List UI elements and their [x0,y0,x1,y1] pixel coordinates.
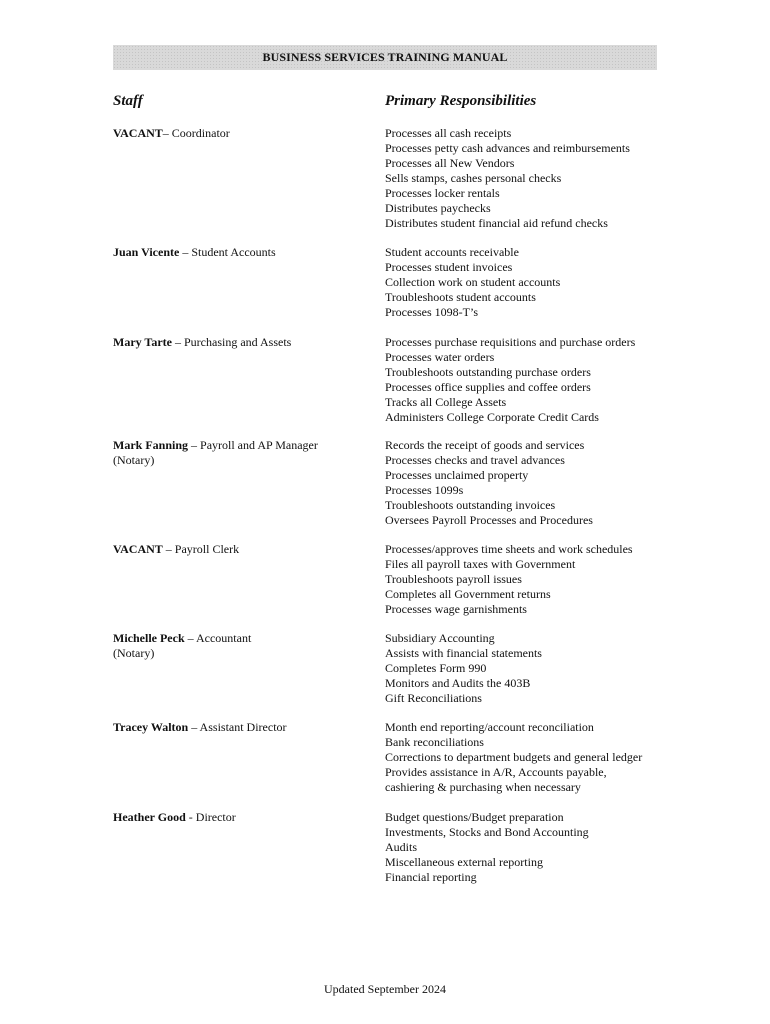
staff-member [113,720,373,735]
responsibility-item: Bank reconciliations [385,735,484,749]
responsibility-list [385,126,675,231]
staff-member [113,126,373,141]
responsibility-item: Processes checks and travel advances [385,453,565,467]
staff-role: – Purchasing and Assets [172,335,292,349]
responsibility-item: Tracks all College Assets [385,395,507,409]
staff-member [113,245,373,260]
responsibility-list [385,438,675,528]
staff-member [113,810,373,825]
responsibility-item: Distributes paychecks [385,201,491,215]
staff-member [113,438,373,468]
responsibility-item: Processes all cash receipts [385,126,512,140]
responsibility-item: Records the receipt of goods and services [385,438,585,452]
staff-member [113,542,373,557]
responsibility-item: Oversees Payroll Processes and Procedures [385,513,593,527]
responsibility-item: Processes student invoices [385,260,513,274]
staff-name: VACANT [113,542,163,556]
responsibility-item: Processes water orders [385,350,495,364]
responsibility-item: Processes all New Vendors [385,156,515,170]
responsibility-list [385,720,675,795]
staff-role: – Student Accounts [179,245,276,259]
staff-note: (Notary) [113,646,155,660]
staff-heading: Staff [113,93,143,109]
responsibility-list [385,542,675,617]
responsibility-item: Corrections to department budgets and general ledger [385,750,643,764]
responsibility-item: Distributes student financial aid refund checks [385,216,608,230]
responsibility-item: Processes 1098-T’s [385,305,478,319]
responsibility-item: Troubleshoots student accounts [385,290,536,304]
responsibility-item: Audits [385,840,418,854]
responsibility-item: Month end reporting/account reconciliation [385,720,594,734]
staff-role: – Accountant [184,631,252,645]
responsibility-item: Collection work on student accounts [385,275,561,289]
responsibility-item: Completes all Government returns [385,587,551,601]
staff-member [113,335,373,350]
responsibility-item: Miscellaneous external reporting [385,855,543,869]
staff-name: Heather Good [113,810,186,824]
responsibility-item: Budget questions/Budget preparation [385,810,564,824]
staff-name: Juan Vicente [113,245,180,259]
responsibilities-heading: Primary Responsibilities [385,93,537,109]
responsibility-item: Processes/approves time sheets and work schedules [385,542,633,556]
responsibility-item: Troubleshoots outstanding purchase orders [385,365,591,379]
responsibility-item: cashiering & purchasing when necessary [385,780,581,794]
staff-role: – Assistant Director [188,720,287,734]
staff-name: Michelle Peck [113,631,185,645]
responsibility-item: Processes locker rentals [385,186,500,200]
responsibility-item: Processes wage garnishments [385,602,527,616]
manual-title-bar [113,45,657,70]
staff-name: Tracey Walton [113,720,189,734]
staff-name: Mark Fanning [113,438,189,452]
staff-role: – Payroll Clerk [162,542,240,556]
responsibility-item: Files all payroll taxes with Government [385,557,576,571]
responsibility-item: Processes unclaimed property [385,468,529,482]
responsibility-item: Troubleshoots payroll issues [385,572,522,586]
responsibility-item: Student accounts receivable [385,245,519,259]
responsibility-item: Gift Reconciliations [385,691,482,705]
responsibility-item: Administers College Corporate Credit Cards [385,410,599,424]
responsibility-item: Processes purchase requisitions and purchase orders [385,335,636,349]
responsibility-item: Processes petty cash advances and reimbursements [385,141,630,155]
staff-role: – Coordinator [162,126,230,140]
responsibility-list [385,335,675,425]
responsibility-item: Completes Form 990 [385,661,487,675]
staff-name: Mary Tarte [113,335,172,349]
responsibility-item: Investments, Stocks and Bond Accounting [385,825,589,839]
responsibility-item: Troubleshoots outstanding invoices [385,498,556,512]
staff-name: VACANT [113,126,163,140]
responsibility-item: Sells stamps, cashes personal checks [385,171,562,185]
responsibility-list [385,245,675,320]
staff-member [113,631,373,661]
staff-role: - Director [185,810,236,824]
responsibility-item: Processes office supplies and coffee orders [385,380,591,394]
responsibility-item: Provides assistance in A/R, Accounts payable, [385,765,607,779]
responsibility-list [385,810,675,885]
footer-updated-date: Updated September 2024 [324,982,446,996]
responsibility-item: Assists with financial statements [385,646,542,660]
responsibility-item: Monitors and Audits the 403B [385,676,531,690]
staff-role: – Payroll and AP Manager [188,438,318,452]
manual-title: BUSINESS SERVICES TRAINING MANUAL [262,50,508,64]
responsibility-list [385,631,675,706]
staff-note: (Notary) [113,453,155,467]
responsibility-item: Processes 1099s [385,483,464,497]
responsibility-item: Financial reporting [385,870,477,884]
responsibility-item: Subsidiary Accounting [385,631,495,645]
